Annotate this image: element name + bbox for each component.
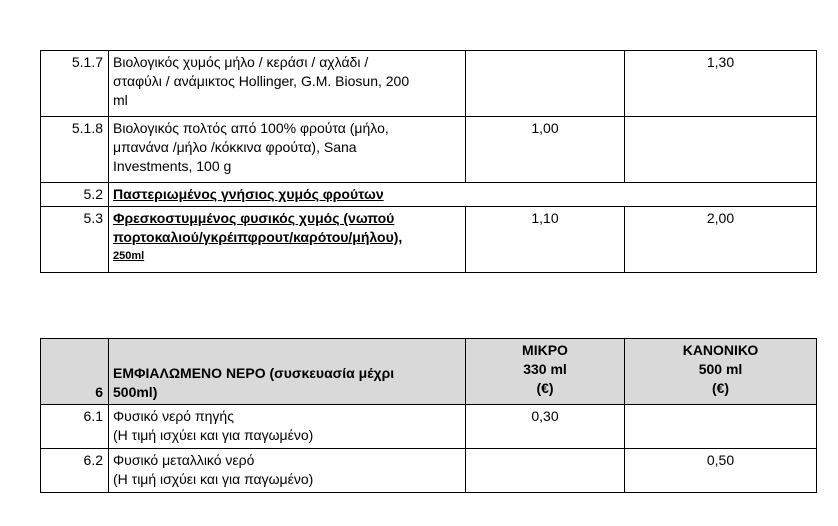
water-price-table (40, 338, 817, 493)
column-header-small (466, 339, 625, 405)
description-line: Φυσικό μεταλλικό νερό (113, 452, 255, 468)
table-row (41, 449, 817, 493)
description-line: (Η τιμή ισχύει και για παγωμένο) (113, 471, 314, 487)
price-small: 0,30 (466, 405, 625, 449)
header-line: ΜΙΚΡΟ (522, 342, 568, 358)
header-line: ΕΜΦΙΑΛΩΜΕΝΟ ΝΕΡΟ (συσκευασία μέχρι (113, 365, 395, 381)
item-number: 6.1 (41, 405, 109, 449)
item-number: 6.2 (41, 449, 109, 493)
description-line: Investments, 100 g (113, 158, 232, 174)
price-small: 1,00 (466, 117, 625, 183)
table-row (41, 207, 817, 273)
section-title: Παστεριωμένος γνήσιος χυμός φρούτων (109, 183, 817, 207)
header-line: ΚΑΝΟΝΙΚΟ (682, 342, 759, 358)
table-row (41, 183, 817, 207)
price-large: 0,50 (625, 449, 817, 493)
header-line: (€) (711, 380, 730, 396)
price-small (466, 449, 625, 493)
table-row (41, 405, 817, 449)
juice-price-table (40, 50, 817, 273)
table-row (41, 117, 817, 183)
item-description (109, 449, 466, 493)
section-title (109, 339, 466, 405)
price-large: 2,00 (625, 207, 817, 273)
item-number: 5.3 (41, 207, 109, 273)
description-line: πορτοκαλιού/γκρέιπφρουτ/καρότου/μήλου), (113, 229, 403, 245)
item-description (109, 207, 466, 273)
header-line: 500ml) (113, 384, 158, 400)
description-line: Φυσικό νερό πηγής (113, 408, 234, 424)
item-number: 5.2 (41, 183, 109, 207)
description-line: Φρεσκοστυμμένος φυσικός χυμός (νωπού (113, 210, 395, 226)
price-large (625, 117, 817, 183)
description-line: σταφύλι / ανάμικτος Hollinger, G.M. Biosun, 200 (113, 73, 410, 89)
price-large: 1,30 (625, 51, 817, 117)
description-line: 250ml (113, 250, 145, 262)
item-number: 5.1.8 (41, 117, 109, 183)
item-description (109, 51, 466, 117)
description-line: Βιολογικός χυμός μήλο / κεράσι / αχλάδι / (113, 54, 369, 70)
price-small: 1,10 (466, 207, 625, 273)
header-line: 500 ml (698, 361, 743, 377)
item-description (109, 405, 466, 449)
item-description (109, 117, 466, 183)
header-line: 330 ml (523, 361, 567, 377)
description-line: Βιολογικός πολτός από 100% φρούτα (μήλο, (113, 120, 389, 136)
description-line: μπανάνα /μήλο /κόκκινα φρούτα), Sana (113, 139, 357, 155)
column-header-large (625, 339, 817, 405)
description-line: (Η τιμή ισχύει και για παγωμένο) (113, 427, 314, 443)
header-line: (€) (536, 380, 554, 396)
item-number: 5.1.7 (41, 51, 109, 117)
description-line: ml (113, 92, 128, 108)
table-header-row (41, 339, 817, 405)
price-large (625, 405, 817, 449)
table-row (41, 51, 817, 117)
section-number: 6 (41, 339, 109, 405)
price-small (466, 51, 625, 117)
